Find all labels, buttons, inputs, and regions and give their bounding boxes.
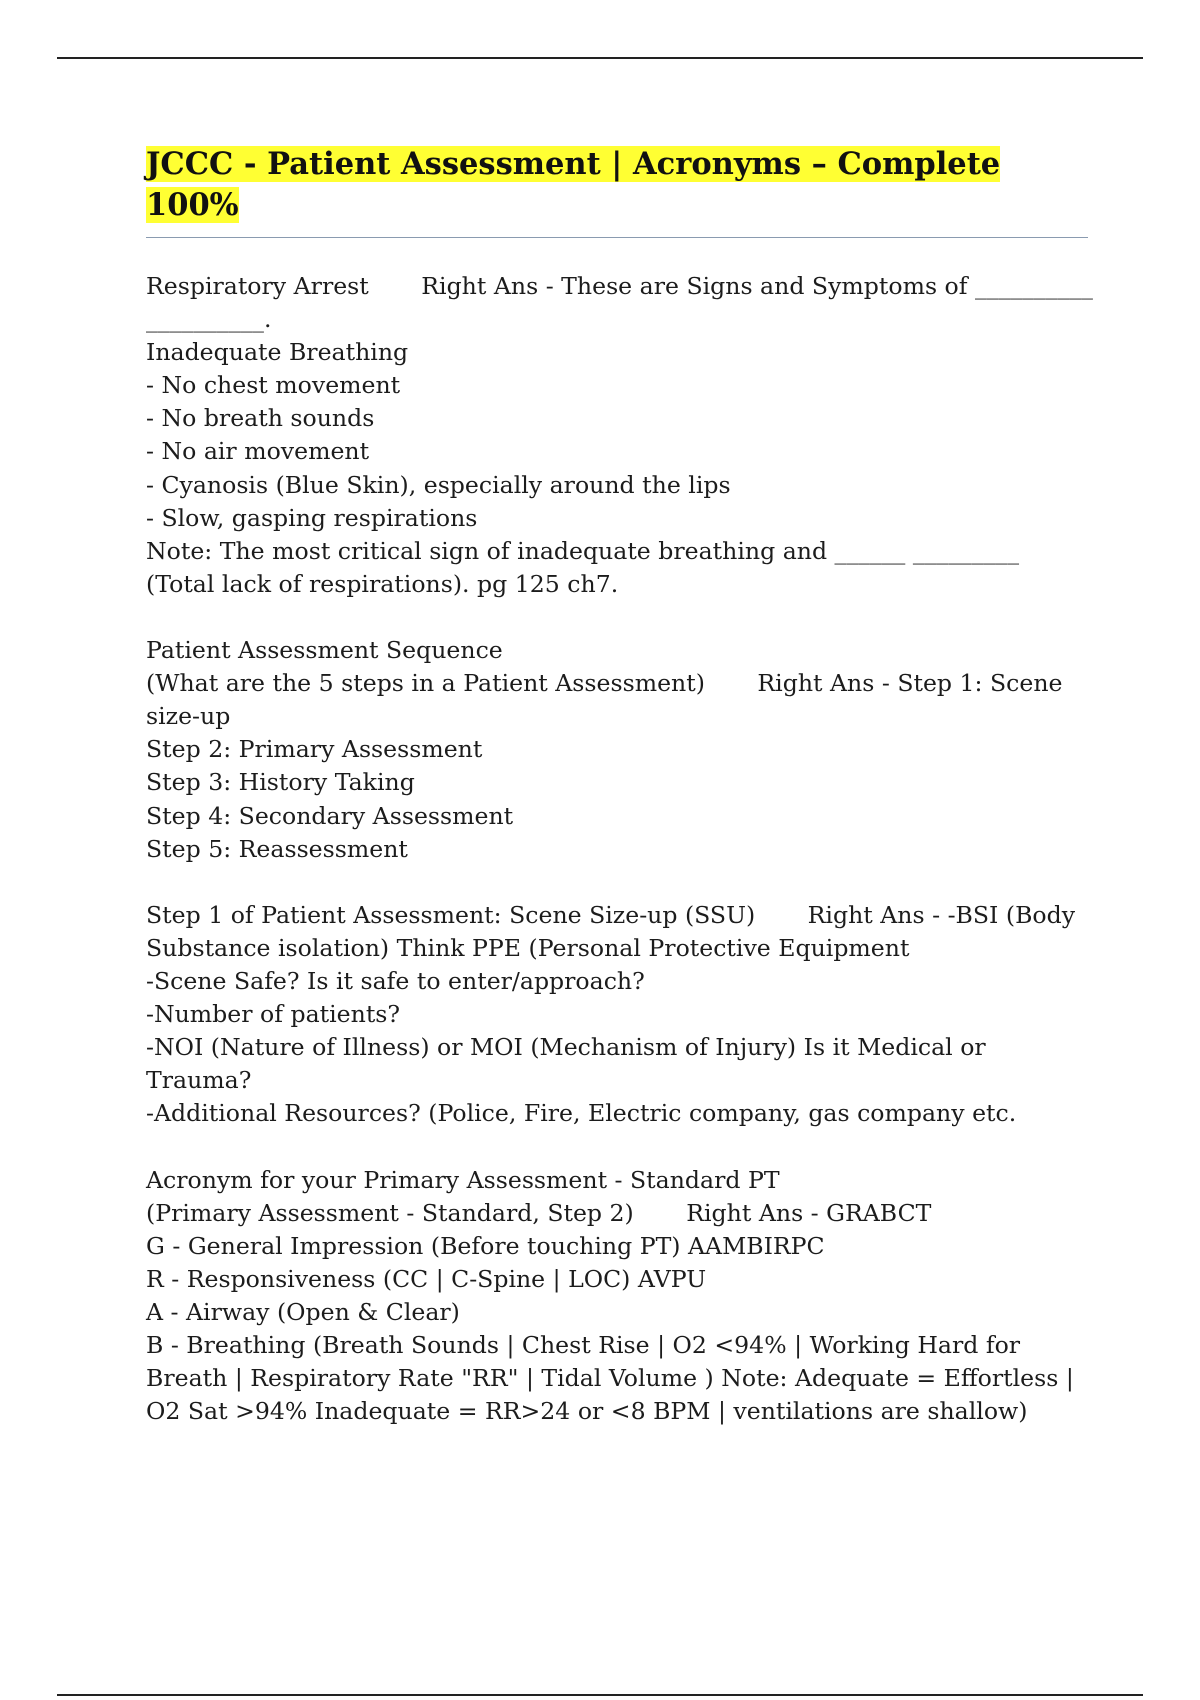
section-primary-assessment-acronym — [146, 1164, 1091, 1429]
body-line: O2 Sat >94% Inadequate = RR>24 or <8 BPM | ventilations are shallow) — [146, 1397, 1028, 1426]
title-line-2: 100% — [146, 187, 239, 223]
section-assessment-sequence — [146, 634, 1091, 866]
paragraph-gap — [146, 601, 1091, 634]
body-line: Acronym for your Primary Assessment - Standard PT — [146, 1165, 780, 1194]
paragraph-gap — [146, 866, 1091, 899]
body-line: (What are the 5 steps in a Patient Assessment) Right Ans - Step 1: Scene — [146, 669, 1063, 698]
body-line: - Cyanosis (Blue Skin), especially around the lips — [146, 470, 731, 499]
body-line: -Additional Resources? (Police, Fire, Electric company, gas company etc. — [146, 1099, 1017, 1128]
body-line: A - Airway (Open & Clear) — [146, 1297, 460, 1326]
title-underline — [146, 237, 1088, 238]
body-line: (Primary Assessment - Standard, Step 2) Right Ans - GRABCT — [146, 1198, 932, 1227]
body-line: Step 3: History Taking — [146, 768, 415, 797]
page-bottom-rule — [57, 1694, 1143, 1696]
body-line: (Total lack of respirations). pg 125 ch7. — [146, 569, 619, 598]
body-line: B - Breathing (Breath Sounds | Chest Rise | O2 <94% | Working Hard for — [146, 1331, 1021, 1359]
body-line: G - General Impression (Before touching PT) AAMBIRPC — [146, 1231, 825, 1260]
body-line: -Scene Safe? Is it safe to enter/approach? — [146, 966, 645, 995]
body-line: Respiratory Arrest Right Ans - These are Signs and Symptoms of __________ — [146, 272, 1093, 300]
body-line: Step 5: Reassessment — [146, 834, 408, 863]
body-line: Step 1 of Patient Assessment: Scene Size-up (SSU) Right Ans - -BSI (Body — [146, 900, 1076, 929]
body-line: Patient Assessment Sequence — [146, 636, 503, 665]
body-line: Inadequate Breathing — [146, 338, 409, 367]
body-line: - Slow, gasping respirations — [146, 503, 478, 532]
document-body — [146, 270, 1091, 1428]
paragraph-gap — [146, 1130, 1091, 1163]
body-line: - No air movement — [146, 437, 370, 466]
title-line-1: JCCC - Patient Assessment | Acronyms – Complete — [146, 146, 1001, 182]
body-line: __________. — [146, 305, 272, 334]
page-top-rule — [57, 57, 1143, 59]
body-line: -NOI (Nature of Illness) or MOI (Mechanism of Injury) Is it Medical or — [146, 1033, 986, 1062]
document-title — [146, 144, 1091, 226]
section-scene-size-up — [146, 899, 1091, 1131]
title-heading — [146, 144, 1091, 226]
body-line: Note: The most critical sign of inadequate breathing and ______ _________ — [146, 536, 1020, 565]
body-line: -Number of patients? — [146, 1000, 401, 1029]
body-line: size-up — [146, 702, 231, 731]
body-line: - No breath sounds — [146, 404, 375, 433]
section-respiratory-arrest — [146, 270, 1091, 601]
body-line: Breath | Respiratory Rate "RR" | Tidal Volume ) Note: Adequate = Effortless | — [146, 1364, 1074, 1393]
body-line: - No chest movement — [146, 371, 401, 400]
body-line: R - Responsiveness (CC | C-Spine | LOC) AVPU — [146, 1264, 707, 1293]
body-line: Step 4: Secondary Assessment — [146, 801, 514, 830]
body-line: Trauma? — [146, 1066, 252, 1095]
body-line: Substance isolation) Think PPE (Personal Protective Equipment — [146, 933, 910, 962]
body-line: Step 2: Primary Assessment — [146, 735, 483, 764]
